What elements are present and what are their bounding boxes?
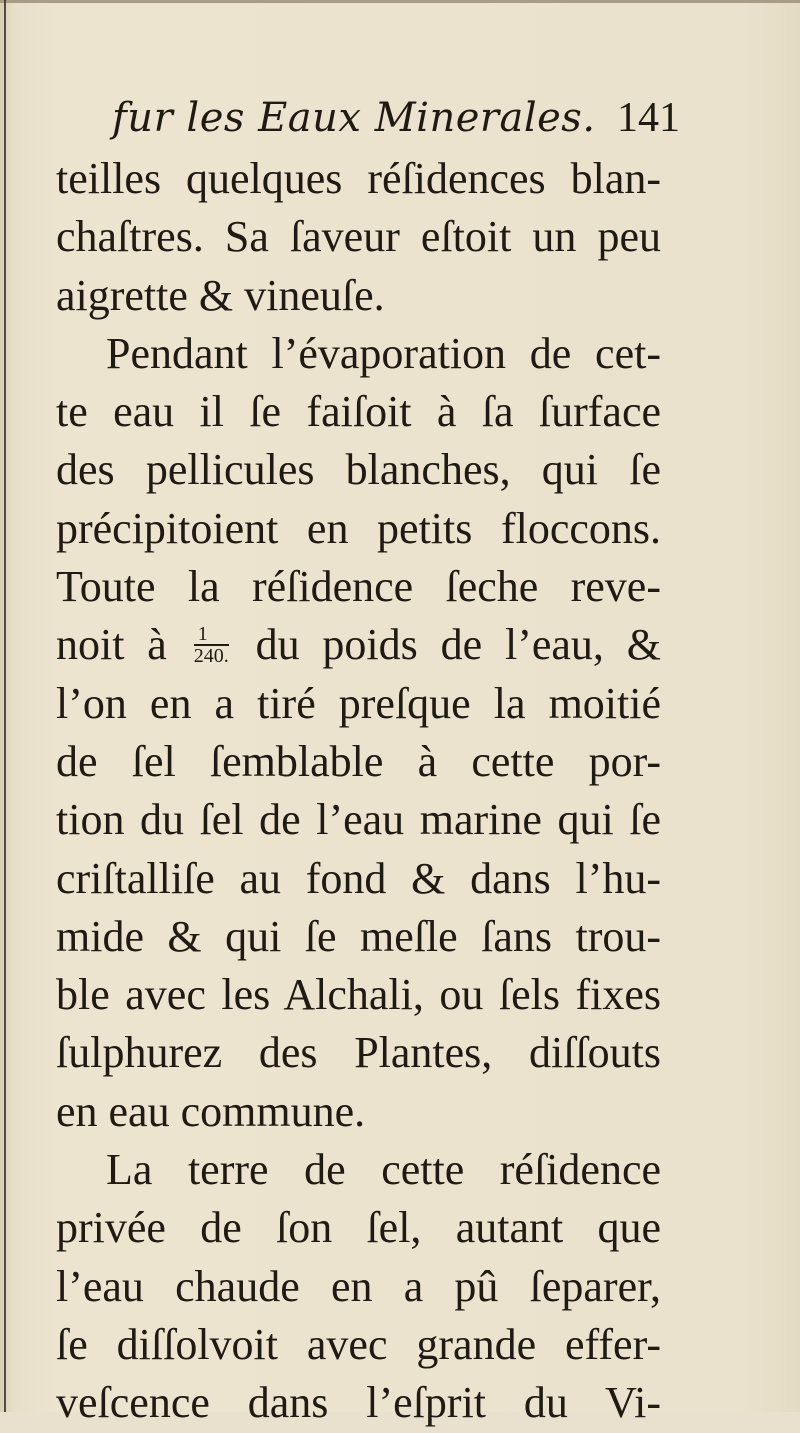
text-line: Toute la réſidence ſeche reve- [56, 562, 661, 612]
text-line: ble avec les Alchali, ou ſels fixes [56, 970, 661, 1020]
text-line: l’on en a tiré preſque la moitié [56, 678, 661, 728]
body-text [56, 150, 661, 1433]
text-line: ſe diſſolvoit avec grande effer- [56, 1319, 661, 1369]
page-binding-edge [4, 0, 6, 1412]
page-header [112, 88, 680, 148]
text-line: criſtalliſe au fond & dans l’hu- [56, 853, 661, 903]
text-line: des pellicules blanches, qui ſe [56, 445, 661, 495]
text-line: Pendant l’évaporation de cet- [106, 328, 661, 378]
text-line: te eau il ſe faiſoit à ſa ſurface [56, 387, 661, 437]
text-line: La terre de cette réſidence [106, 1145, 661, 1195]
text-line: aigrette & vineuſe. [56, 270, 385, 320]
text-line: chaſtres. Sa ſaveur eſtoit un peu [56, 212, 661, 262]
text-line: en eau commune. [56, 1086, 366, 1136]
page-number: 141 [617, 95, 680, 141]
page-top-edge [0, 0, 800, 3]
fraction [194, 624, 229, 666]
fraction-line-suffix: du poids de l’eau, & [255, 620, 662, 670]
text-line: teilles quelques réſidences blan- [56, 154, 661, 203]
text-line-with-fraction [56, 616, 661, 674]
fraction-line-prefix: noit à [56, 620, 167, 670]
fraction-denominator: 240. [193, 645, 229, 668]
text-line: mide & qui ſe meſle ſans trou- [56, 911, 661, 961]
text-line: tion du ſel de l’eau marine qui ſe [56, 795, 661, 845]
text-line: précipitoient en petits floccons. [56, 503, 661, 553]
text-line: de ſel ſemblable à cette por- [56, 736, 661, 786]
running-title: fur les Eaux Minerales. [112, 95, 596, 141]
text-line: veſcence dans l’eſprit du Vi- [56, 1378, 661, 1428]
fraction-numerator: 1 [194, 624, 229, 646]
text-line: l’eau chaude en a pû ſeparer, [56, 1261, 661, 1311]
text-line: ſulphurez des Plantes, diſſouts [56, 1028, 661, 1078]
text-line: privée de ſon ſel, autant que [56, 1203, 661, 1253]
